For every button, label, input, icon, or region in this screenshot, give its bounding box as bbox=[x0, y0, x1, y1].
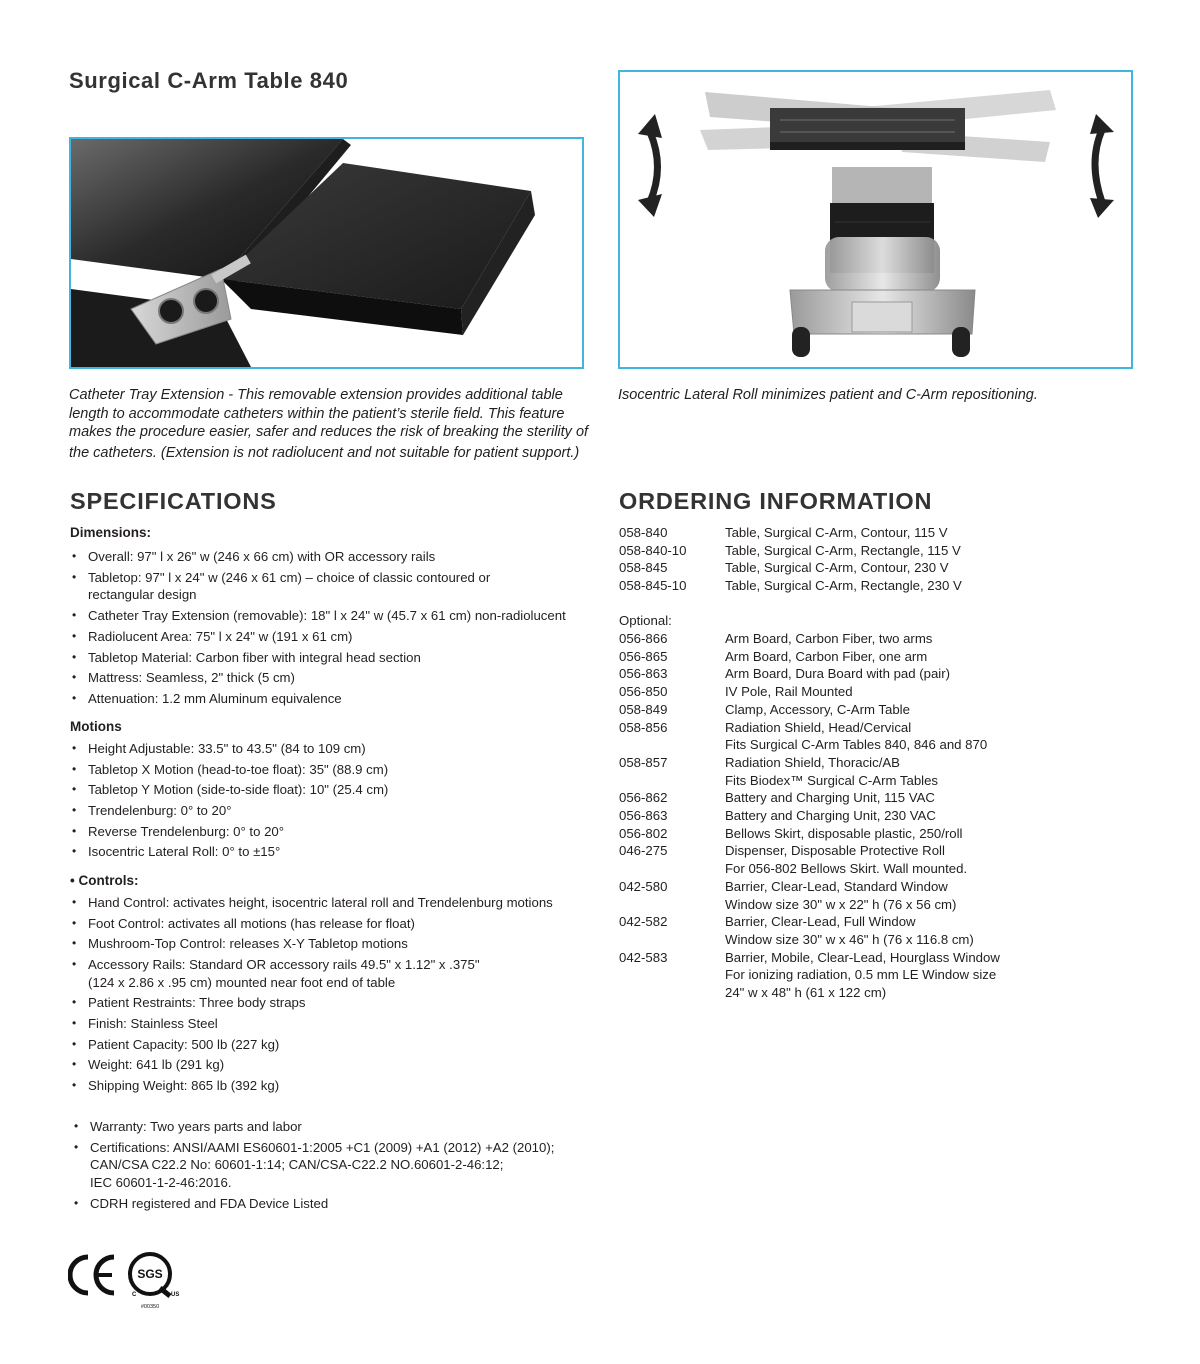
controls-list bbox=[70, 894, 600, 1098]
dimensions-label: Dimensions: bbox=[70, 525, 152, 540]
list-item: • Hand Control: activates height, isocentric lateral roll and Trendelenburg motions bbox=[70, 894, 600, 912]
list-item: • Accessory Rails: Standard OR accessory rails 49.5" x 1.12" x .375" (124 x 2.86 x .95 cm) mounted near foot end of table bbox=[70, 956, 600, 991]
list-item: • Trendelenburg: 0° to 20° bbox=[70, 802, 600, 820]
svg-text:#00350: #00350 bbox=[140, 1304, 160, 1310]
lateral-roll-photo bbox=[618, 70, 1133, 369]
list-item: • Tabletop: 97" l x 24" w (246 x 61 cm) – choice of classic contoured or rectangular design bbox=[70, 569, 600, 604]
list-item: • Attenuation: 1.2 mm Aluminum equivalence bbox=[70, 690, 600, 708]
svg-text:C: C bbox=[132, 1292, 137, 1298]
other-specs-list bbox=[72, 1118, 602, 1215]
ordering-main-table: 058-840 Table, Surgical C-Arm, Contour, 115 V 058-840-10 Table, Surgical C-Arm, Rectangle, 115 V 058-845 Table, Surgical C-Arm, Contour, 230 V 058-845-10 Table, Surgical C-Arm, Rectangle, 230 V bbox=[619, 525, 962, 594]
list-item: • CDRH registered and FDA Device Listed bbox=[72, 1195, 602, 1213]
motions-label: Motions bbox=[70, 719, 122, 734]
list-item: • Overall: 97" l x 26" w (246 x 66 cm) with OR accessory rails bbox=[70, 548, 600, 566]
motions-list bbox=[70, 740, 600, 864]
svg-text:SGS: SGS bbox=[137, 1267, 163, 1281]
list-item: • Shipping Weight: 865 lb (392 kg) bbox=[70, 1077, 600, 1095]
list-item: • Height Adjustable: 33.5" to 43.5" (84 to 109 cm) bbox=[70, 740, 600, 758]
catheter-tray-photo bbox=[69, 137, 584, 369]
ordering-heading: ORDERING INFORMATION bbox=[619, 488, 933, 514]
list-item: • Catheter Tray Extension (removable): 18" l x 24" w (45.7 x 61 cm) non-radiolucent bbox=[70, 607, 600, 625]
list-item: • Mushroom-Top Control: releases X-Y Tabletop motions bbox=[70, 935, 600, 953]
ordering-optional-table: 056-866 Arm Board, Carbon Fiber, two arms 056-865 Arm Board, Carbon Fiber, one arm 056-863 Arm Board, Dura Board with pad (pair) 056-850 IV Pole, Rail Mounted 058-849 Clamp, Accessory, C-Arm Table 058-856 Radiation Shield, Head/Cervical Fits Surgical C-Arm Tables 840, 846 and 870 058-857 Radiation Shield, Thoracic/AB Fits Biodex™ Surgical C-Arm Tables 056-862 Battery and Charging Unit, 115 VAC 056-863 Battery and Charging Unit, 230 VAC 056-802 Bellows Skirt, disposable plastic, 250/roll 046-275 Dispenser, Disposable Protective Roll For 056-802 Bellows Skirt. Wall mounted. 042-580 Barrier, Clear-Lead, Standard Window Window size 30" w x 22" h (76 x 56 cm) 042-582 Barrier, Clear-Lead, Full Window Window size 30" w x 46" h (76 x 116.8 cm) 042-583 Barrier, Mobile, Clear-Lead, Hourglass Window For ionizing radiation, 0.5 mm LE Window size 24" w x 48" h (61 x 122 cm) bbox=[619, 631, 1000, 1000]
catheter-tray-illustration bbox=[71, 139, 582, 367]
list-item: • Warranty: Two years parts and labor bbox=[72, 1118, 602, 1136]
list-item: • Patient Capacity: 500 lb (227 kg) bbox=[70, 1036, 600, 1054]
controls-label: • Controls: bbox=[70, 873, 139, 888]
sgs-certification-logo bbox=[126, 1252, 182, 1312]
svg-text:US: US bbox=[171, 1292, 180, 1298]
list-item: • Weight: 641 lb (291 kg) bbox=[70, 1056, 600, 1074]
specifications-heading: SPECIFICATIONS bbox=[70, 488, 277, 514]
list-item: • Mattress: Seamless, 2" thick (5 cm) bbox=[70, 669, 600, 687]
list-item: • Finish: Stainless Steel bbox=[70, 1015, 600, 1033]
page-title: Surgical C-Arm Table 840 bbox=[69, 68, 349, 93]
lateral-roll-caption: Isocentric Lateral Roll minimizes patient and C-Arm repositioning. bbox=[618, 387, 1038, 403]
catheter-tray-caption: Catheter Tray Extension - This removable extension provides additional table length to accommodate catheters within the patient’s sterile field. This feature makes the procedure easier, safer and reduces the risk of breaking the sterility of the catheters. (Extension is not radiolucent and not suitable for patient support.) bbox=[69, 387, 589, 461]
sgs-mark-icon bbox=[126, 1252, 182, 1312]
list-item: • Tabletop Y Motion (side-to-side float): 10" (25.4 cm) bbox=[70, 781, 600, 799]
ce-mark-icon bbox=[68, 1254, 118, 1296]
lateral-roll-illustration bbox=[620, 72, 1131, 367]
list-item: • Tabletop X Motion (head-to-toe float): 35" (88.9 cm) bbox=[70, 761, 600, 779]
list-item: • Foot Control: activates all motions (has release for float) bbox=[70, 915, 600, 933]
ce-mark-logo bbox=[68, 1254, 118, 1296]
list-item: • Certifications: ANSI/AAMI ES60601-1:2005 +C1 (2009) +A1 (2012) +A2 (2010); CAN/CSA C22.2 No: 60601-1:14; CAN/CSA-C22.2 NO.60601-2-46:12; IEC 60601-1-2-46:2016. bbox=[72, 1139, 602, 1192]
list-item: • Radiolucent Area: 75" l x 24" w (191 x 61 cm) bbox=[70, 628, 600, 646]
list-item: • Isocentric Lateral Roll: 0° to ±15° bbox=[70, 843, 600, 861]
list-item: • Patient Restraints: Three body straps bbox=[70, 994, 600, 1012]
dimensions-list bbox=[70, 548, 600, 711]
list-item: • Tabletop Material: Carbon fiber with integral head section bbox=[70, 649, 600, 667]
list-item: • Reverse Trendelenburg: 0° to 20° bbox=[70, 823, 600, 841]
optional-label: Optional: bbox=[619, 613, 672, 628]
